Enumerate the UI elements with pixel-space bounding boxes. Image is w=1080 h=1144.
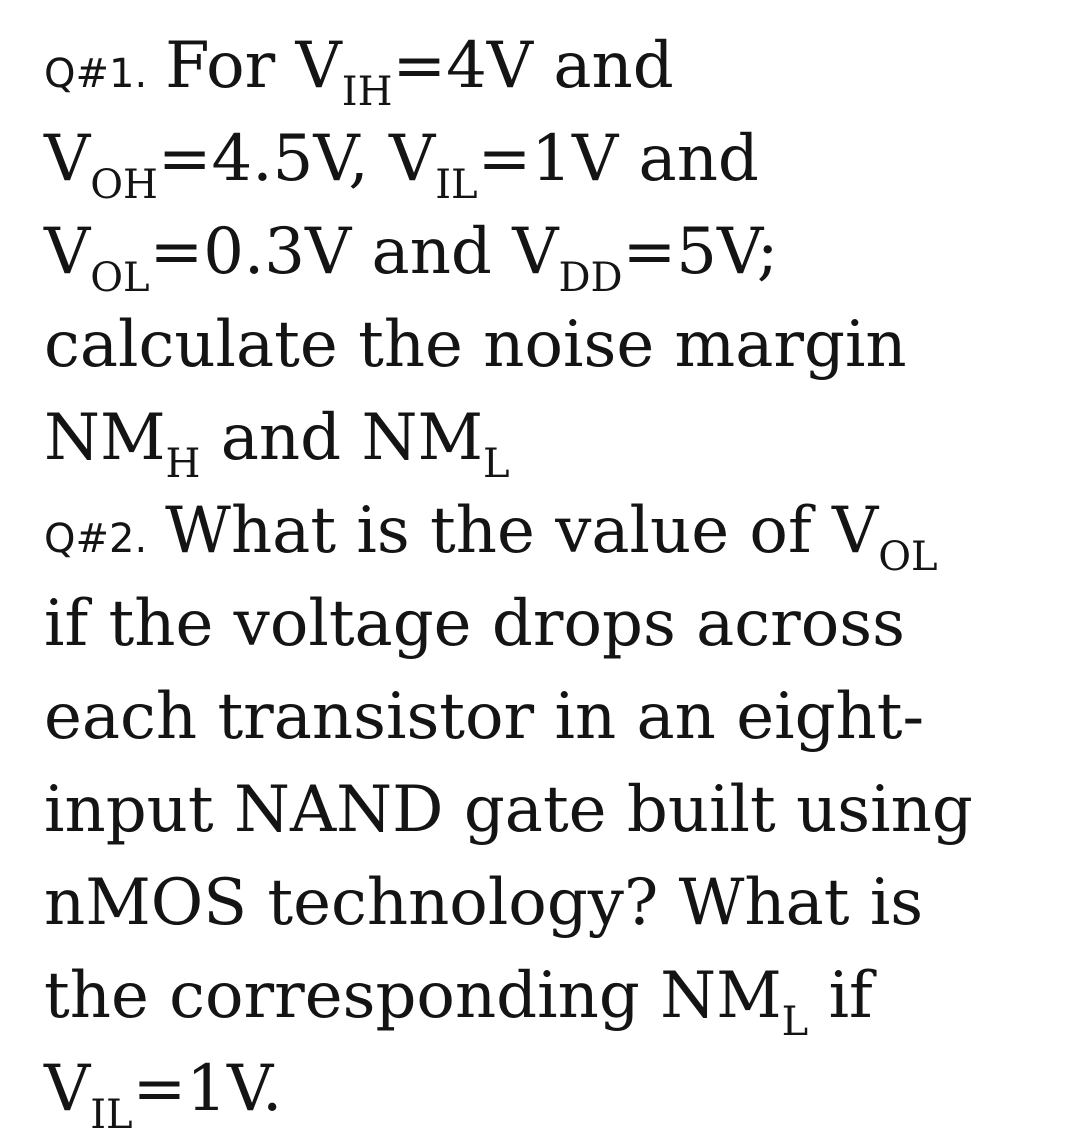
question-number-1: Q#1. bbox=[44, 51, 148, 97]
q1-line-5: $NM_H$ and $NM_L$ bbox=[44, 401, 510, 487]
question-1 bbox=[44, 20, 1064, 485]
q2-line-5: nMOS technology? What is bbox=[44, 866, 924, 940]
q2-line-4: input NAND gate built using bbox=[44, 773, 973, 847]
q2-line-1: Q#2. What is the value of $V_{OL}$ bbox=[44, 494, 938, 580]
q1-line-3: $V_{OL}=0.3V$ and $V_{DD}=5V$; bbox=[44, 215, 779, 301]
question-document bbox=[44, 20, 1064, 1136]
question-2 bbox=[44, 485, 1064, 1136]
q1-line-4: calculate the noise margin bbox=[44, 308, 907, 382]
q2-line-7: $V_{IL}=1V$. bbox=[44, 1052, 283, 1138]
q2-line-2: if the voltage drops across bbox=[44, 587, 905, 661]
question-number-2: Q#2. bbox=[44, 516, 148, 562]
q1-line-2: $V_{OH}=4.5V$, $V_{IL}=1V$ and bbox=[44, 122, 759, 208]
q2-line-6: the corresponding $NM_L$ if bbox=[44, 959, 873, 1045]
q1-line-1: Q#1. For $V_{IH}=4V$ and bbox=[44, 29, 674, 115]
q2-line-3: each transistor in an eight- bbox=[44, 680, 925, 754]
